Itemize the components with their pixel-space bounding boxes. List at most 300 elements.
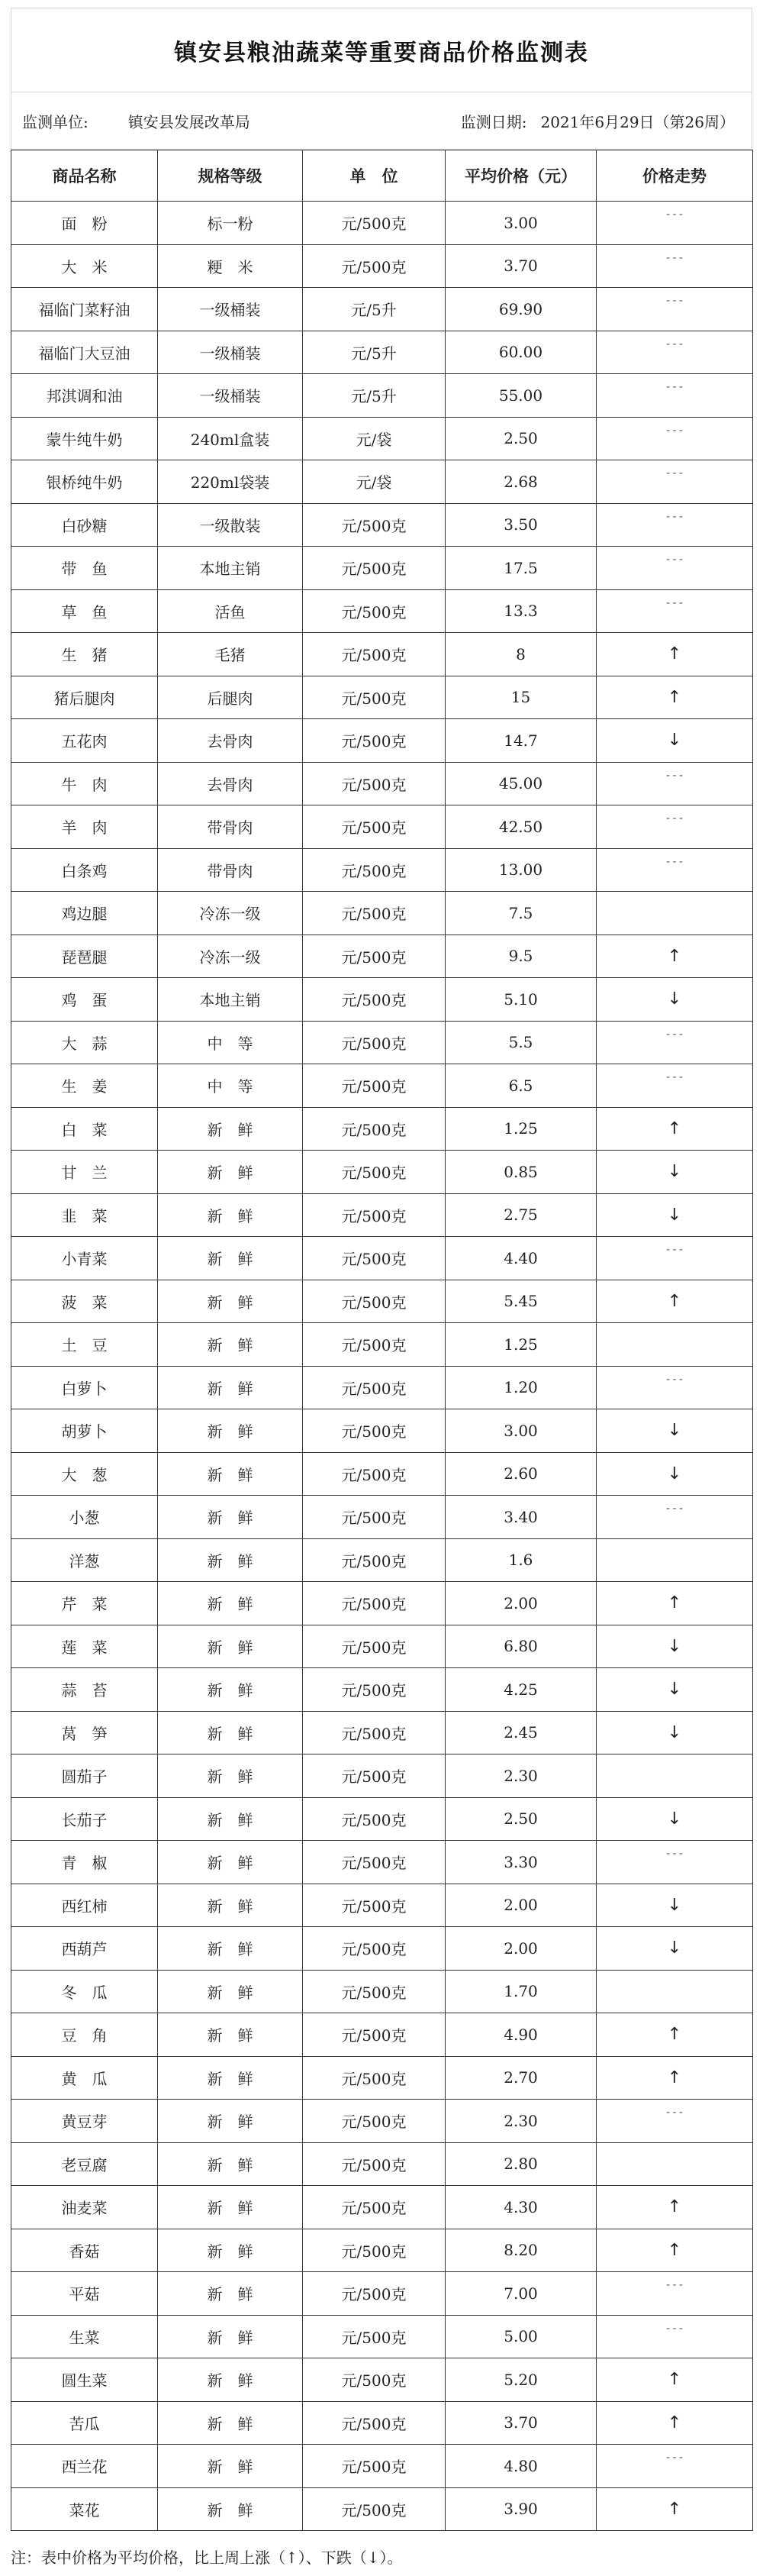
arrow-down-icon: ↓ <box>667 1205 682 1225</box>
spec-cell: 新 鲜 <box>158 1280 303 1323</box>
arrow-up-icon: ↑ <box>667 2413 682 2432</box>
flat-dash-icon: --- <box>665 1071 684 1083</box>
product-name-cell: 甘 兰 <box>11 1151 158 1194</box>
arrow-up-icon: ↑ <box>667 1119 682 1138</box>
product-name-cell: 蒙牛纯牛奶 <box>11 417 158 460</box>
price-cell: 3.70 <box>446 2401 597 2445</box>
table-row <box>11 202 753 245</box>
table-row <box>11 1797 753 1841</box>
trend-cell <box>597 1237 753 1280</box>
table-row <box>11 1021 753 1064</box>
spec-cell: 新 鲜 <box>158 1151 303 1194</box>
flat-dash-icon: --- <box>665 1028 684 1041</box>
unit-cell: 元/500克 <box>303 1668 446 1712</box>
trend-cell <box>597 848 753 892</box>
product-name-cell: 面 粉 <box>11 202 158 245</box>
table-row <box>11 1193 753 1237</box>
flat-dash-icon: --- <box>665 1503 684 1515</box>
unit-cell: 元/500克 <box>303 848 446 892</box>
spec-cell: 新 鲜 <box>158 2358 303 2402</box>
table-body <box>11 202 753 2531</box>
price-cell: 5.45 <box>446 1280 597 1323</box>
table-row <box>11 762 753 805</box>
table-row <box>11 676 753 719</box>
product-name-cell: 黄豆芽 <box>11 2100 158 2143</box>
arrow-down-icon: ↓ <box>667 1680 682 1700</box>
trend-cell <box>597 633 753 676</box>
trend-cell <box>597 892 753 935</box>
spec-cell: 新 鲜 <box>158 1625 303 1668</box>
trend-cell <box>597 1151 753 1194</box>
price-cell: 1.25 <box>446 1323 597 1367</box>
unit-cell: 元/500克 <box>303 762 446 805</box>
flat-dash-icon: --- <box>665 251 684 264</box>
unit-cell: 元/500克 <box>303 2142 446 2186</box>
table-row <box>11 331 753 374</box>
price-cell: 2.30 <box>446 1754 597 1798</box>
product-name-cell: 土 豆 <box>11 1323 158 1367</box>
unit-cell: 元/500克 <box>303 2401 446 2445</box>
spec-cell: 新 鲜 <box>158 1366 303 1409</box>
price-cell: 42.50 <box>446 805 597 849</box>
spec-cell: 新 鲜 <box>158 1107 303 1151</box>
trend-cell <box>597 1323 753 1367</box>
spec-cell: 本地主销 <box>158 978 303 1022</box>
product-name-cell: 福临门大豆油 <box>11 331 158 374</box>
spec-cell: 新 鲜 <box>158 1193 303 1237</box>
price-cell: 2.50 <box>446 1797 597 1841</box>
spec-cell: 带骨肉 <box>158 805 303 849</box>
product-name-cell: 蒜 苔 <box>11 1668 158 1712</box>
unit-cell: 元/500克 <box>303 2358 446 2402</box>
flat-dash-icon: --- <box>665 812 684 825</box>
price-cell: 4.30 <box>446 2186 597 2229</box>
product-name-cell: 西葫芦 <box>11 1927 158 1971</box>
unit-cell: 元/500克 <box>303 2100 446 2143</box>
unit-cell: 元/500克 <box>303 202 446 245</box>
product-name-cell: 白 菜 <box>11 1107 158 1151</box>
product-name-cell: 豆 角 <box>11 2013 158 2057</box>
trend-cell <box>597 1366 753 1409</box>
flat-dash-icon: --- <box>665 337 684 350</box>
product-name-cell: 白砂糖 <box>11 503 158 547</box>
unit-cell: 元/500克 <box>303 805 446 849</box>
unit-cell: 元/500克 <box>303 935 446 978</box>
table-row <box>11 244 753 288</box>
price-cell: 45.00 <box>446 762 597 805</box>
table-row <box>11 2056 753 2100</box>
price-cell: 2.68 <box>446 460 597 504</box>
table-row <box>11 1582 753 1625</box>
trend-cell <box>597 935 753 978</box>
spec-cell: 新 鲜 <box>158 1237 303 1280</box>
flat-dash-icon: --- <box>665 467 684 479</box>
unit-cell: 元/500克 <box>303 1151 446 1194</box>
arrow-down-icon: ↓ <box>667 1464 682 1483</box>
spec-cell: 带骨肉 <box>158 848 303 892</box>
product-name-cell: 五花肉 <box>11 719 158 763</box>
table-row <box>11 2013 753 2057</box>
product-name-cell: 大 蒜 <box>11 1021 158 1064</box>
price-cell: 5.5 <box>446 1021 597 1064</box>
price-cell: 8 <box>446 633 597 676</box>
spec-cell: 一级桶装 <box>158 331 303 374</box>
table-row <box>11 2315 753 2358</box>
spec-cell: 新 鲜 <box>158 1884 303 1927</box>
spec-cell: 中 等 <box>158 1021 303 1064</box>
trend-cell <box>597 1970 753 2013</box>
flat-dash-icon: --- <box>665 1244 684 1256</box>
table-row <box>11 1409 753 1453</box>
trend-cell <box>597 1021 753 1064</box>
arrow-down-icon: ↓ <box>667 1895 682 1915</box>
product-name-cell: 白萝卜 <box>11 1366 158 1409</box>
price-cell: 2.45 <box>446 1711 597 1754</box>
table-row <box>11 935 753 978</box>
price-cell: 3.50 <box>446 503 597 547</box>
trend-cell <box>597 2142 753 2186</box>
trend-cell <box>597 2056 753 2100</box>
monitor-unit-label: 监测单位: <box>22 112 89 131</box>
spec-cell: 冷冻一级 <box>158 892 303 935</box>
arrow-down-icon: ↓ <box>667 1421 682 1441</box>
product-name-cell: 香菇 <box>11 2229 158 2272</box>
trend-cell <box>597 1625 753 1668</box>
price-cell: 5.00 <box>446 2315 597 2358</box>
table-row <box>11 2229 753 2272</box>
price-cell: 0.85 <box>446 1151 597 1194</box>
spec-cell: 活鱼 <box>158 589 303 633</box>
product-name-cell: 小葱 <box>11 1496 158 1539</box>
trend-cell <box>597 589 753 633</box>
trend-cell <box>597 1668 753 1712</box>
spec-cell: 新 鲜 <box>158 1970 303 2013</box>
flat-dash-icon: --- <box>665 1373 684 1386</box>
table-row <box>11 1366 753 1409</box>
spec-cell: 冷冻一级 <box>158 935 303 978</box>
trend-cell <box>597 2229 753 2272</box>
arrow-up-icon: ↑ <box>667 1291 682 1311</box>
price-cell: 4.80 <box>446 2445 597 2488</box>
monitor-date-label: 监测日期: <box>460 112 527 131</box>
table-row <box>11 374 753 418</box>
flat-dash-icon: --- <box>665 2452 684 2464</box>
price-cell: 4.40 <box>446 1237 597 1280</box>
unit-cell: 元/500克 <box>303 633 446 676</box>
product-name-cell: 圆茄子 <box>11 1754 158 1798</box>
product-name-cell: 菠 菜 <box>11 1280 158 1323</box>
table-row <box>11 1452 753 1496</box>
product-name-cell: 鸡边腿 <box>11 892 158 935</box>
price-cell: 5.20 <box>446 2358 597 2402</box>
unit-cell: 元/500克 <box>303 1452 446 1496</box>
price-cell: 8.20 <box>446 2229 597 2272</box>
trend-cell <box>597 762 753 805</box>
price-cell: 15 <box>446 676 597 719</box>
unit-cell: 元/500克 <box>303 1021 446 1064</box>
product-name-cell: 生 姜 <box>11 1064 158 1108</box>
arrow-down-icon: ↓ <box>667 989 682 1009</box>
table-row <box>11 1064 753 1108</box>
product-name-cell: 韭 菜 <box>11 1193 158 1237</box>
flat-dash-icon: --- <box>665 295 684 307</box>
arrow-up-icon: ↑ <box>667 2068 682 2087</box>
price-cell: 2.30 <box>446 2100 597 2143</box>
product-name-cell: 生 猪 <box>11 633 158 676</box>
trend-cell <box>597 1927 753 1971</box>
price-cell: 6.5 <box>446 1064 597 1108</box>
price-cell: 55.00 <box>446 374 597 418</box>
unit-cell: 元/袋 <box>303 417 446 460</box>
header-price: 平均价格（元） <box>446 150 597 202</box>
table-row <box>11 805 753 849</box>
spec-cell: 新 鲜 <box>158 2315 303 2358</box>
flat-dash-icon: --- <box>665 510 684 523</box>
trend-cell <box>597 2272 753 2316</box>
product-name-cell: 青 椒 <box>11 1841 158 1884</box>
product-name-cell: 油麦菜 <box>11 2186 158 2229</box>
price-cell: 5.10 <box>446 978 597 1022</box>
spec-cell: 一级桶装 <box>158 374 303 418</box>
monitor-unit-value: 镇安县发展改革局 <box>127 112 250 131</box>
unit-cell: 元/500克 <box>303 1107 446 1151</box>
unit-cell: 元/500克 <box>303 1797 446 1841</box>
trend-cell <box>597 2487 753 2531</box>
unit-cell: 元/500克 <box>303 1280 446 1323</box>
table-row <box>11 633 753 676</box>
product-name-cell: 银桥纯牛奶 <box>11 460 158 504</box>
arrow-up-icon: ↑ <box>667 2197 682 2217</box>
trend-cell <box>597 1064 753 1108</box>
trend-cell <box>597 1711 753 1754</box>
flat-dash-icon: --- <box>665 769 684 782</box>
unit-cell: 元/500克 <box>303 2445 446 2488</box>
trend-cell <box>597 417 753 460</box>
unit-cell: 元/500克 <box>303 892 446 935</box>
table-row <box>11 1754 753 1798</box>
unit-cell: 元/500克 <box>303 2315 446 2358</box>
product-name-cell: 西兰花 <box>11 2445 158 2488</box>
price-cell: 3.00 <box>446 202 597 245</box>
table-row <box>11 1841 753 1884</box>
table-row <box>11 719 753 763</box>
trend-cell <box>597 331 753 374</box>
unit-cell: 元/5升 <box>303 374 446 418</box>
price-cell: 13.00 <box>446 848 597 892</box>
price-cell: 13.3 <box>446 589 597 633</box>
price-cell: 1.25 <box>446 1107 597 1151</box>
trend-cell <box>597 374 753 418</box>
arrow-down-icon: ↓ <box>667 1809 682 1829</box>
unit-cell: 元/500克 <box>303 1538 446 1582</box>
table-row <box>11 1237 753 1280</box>
product-name-cell: 菜花 <box>11 2487 158 2531</box>
header-name: 商品名称 <box>11 150 158 202</box>
price-cell: 2.00 <box>446 1884 597 1927</box>
unit-cell: 元/500克 <box>303 2056 446 2100</box>
spec-cell: 新 鲜 <box>158 1538 303 1582</box>
monitor-date-value: 2021年6月29日（第26周） <box>540 112 735 131</box>
unit-cell: 元/500克 <box>303 1927 446 1971</box>
price-cell: 2.60 <box>446 1452 597 1496</box>
trend-cell <box>597 1841 753 1884</box>
trend-cell <box>597 719 753 763</box>
spec-cell: 新 鲜 <box>158 1797 303 1841</box>
arrow-up-icon: ↑ <box>667 644 682 664</box>
trend-cell <box>597 978 753 1022</box>
page-title: 镇安县粮油蔬菜等重要商品价格监测表 <box>11 8 752 92</box>
spec-cell: 粳 米 <box>158 244 303 288</box>
price-cell: 1.6 <box>446 1538 597 1582</box>
product-name-cell: 草 鱼 <box>11 589 158 633</box>
spec-cell: 去骨肉 <box>158 762 303 805</box>
price-cell: 3.30 <box>446 1841 597 1884</box>
price-cell: 4.90 <box>446 2013 597 2057</box>
spec-cell: 新 鲜 <box>158 2487 303 2531</box>
unit-cell: 元/500克 <box>303 2487 446 2531</box>
table-row <box>11 547 753 590</box>
product-name-cell: 平菇 <box>11 2272 158 2316</box>
unit-cell: 元/500克 <box>303 719 446 763</box>
product-name-cell: 大 米 <box>11 244 158 288</box>
spec-cell: 新 鲜 <box>158 2100 303 2143</box>
table-row <box>11 1538 753 1582</box>
trend-cell <box>597 2401 753 2445</box>
unit-cell: 元/500克 <box>303 1754 446 1798</box>
arrow-down-icon: ↓ <box>667 1722 682 1742</box>
spec-cell: 一级散装 <box>158 503 303 547</box>
spec-cell: 新 鲜 <box>158 1711 303 1754</box>
unit-cell: 元/500克 <box>303 1582 446 1625</box>
footnote: 注：表中价格为平均价格，比上周上涨（↑）、下跌（↓）。 <box>11 2549 403 2567</box>
product-name-cell: 莲 菜 <box>11 1625 158 1668</box>
unit-cell: 元/500克 <box>303 2186 446 2229</box>
price-cell: 3.40 <box>446 1496 597 1539</box>
spec-cell: 新 鲜 <box>158 1841 303 1884</box>
spec-cell: 新 鲜 <box>158 1668 303 1712</box>
table-row <box>11 503 753 547</box>
trend-cell <box>597 1280 753 1323</box>
product-name-cell: 冬 瓜 <box>11 1970 158 2013</box>
table-row <box>11 417 753 460</box>
spec-cell: 新 鲜 <box>158 2401 303 2445</box>
table-row <box>11 2142 753 2186</box>
unit-cell: 元/500克 <box>303 589 446 633</box>
flat-dash-icon: --- <box>665 208 684 221</box>
flat-dash-icon: --- <box>665 2322 684 2335</box>
unit-cell: 元/500克 <box>303 1409 446 1453</box>
unit-cell: 元/500克 <box>303 2013 446 2057</box>
product-name-cell: 胡萝卜 <box>11 1409 158 1453</box>
table-row <box>11 2272 753 2316</box>
unit-cell: 元/500克 <box>303 1237 446 1280</box>
trend-cell <box>597 460 753 504</box>
spec-cell: 240ml盒装 <box>158 417 303 460</box>
spec-cell: 中 等 <box>158 1064 303 1108</box>
price-cell: 2.70 <box>446 2056 597 2100</box>
product-name-cell: 猪后腿肉 <box>11 676 158 719</box>
product-name-cell: 老豆腐 <box>11 2142 158 2186</box>
product-name-cell: 白条鸡 <box>11 848 158 892</box>
spec-cell: 去骨肉 <box>158 719 303 763</box>
flat-dash-icon: --- <box>665 381 684 393</box>
unit-cell: 元/袋 <box>303 460 446 504</box>
product-name-cell: 莴 笋 <box>11 1711 158 1754</box>
arrow-up-icon: ↑ <box>667 687 682 707</box>
flat-dash-icon: --- <box>665 554 684 566</box>
trend-cell <box>597 1754 753 1798</box>
monitor-info-bar <box>11 92 752 150</box>
spec-cell: 新 鲜 <box>158 2272 303 2316</box>
unit-cell: 元/500克 <box>303 2229 446 2272</box>
trend-cell <box>597 288 753 331</box>
table-row <box>11 2487 753 2531</box>
trend-cell <box>597 1107 753 1151</box>
spec-cell: 新 鲜 <box>158 1496 303 1539</box>
table-row <box>11 1625 753 1668</box>
table-row <box>11 2401 753 2445</box>
price-cell: 2.80 <box>446 2142 597 2186</box>
spec-cell: 标一粉 <box>158 202 303 245</box>
spec-cell: 新 鲜 <box>158 1323 303 1367</box>
header-trend: 价格走势 <box>597 150 753 202</box>
spec-cell: 本地主销 <box>158 547 303 590</box>
spec-cell: 后腿肉 <box>158 676 303 719</box>
table-row <box>11 1711 753 1754</box>
unit-cell: 元/500克 <box>303 547 446 590</box>
product-name-cell: 圆生菜 <box>11 2358 158 2402</box>
trend-cell <box>597 676 753 719</box>
product-name-cell: 芹 菜 <box>11 1582 158 1625</box>
product-name-cell: 羊 肉 <box>11 805 158 849</box>
table-row <box>11 288 753 331</box>
spec-cell: 新 鲜 <box>158 1452 303 1496</box>
price-cell: 6.80 <box>446 1625 597 1668</box>
product-name-cell: 黄 瓜 <box>11 2056 158 2100</box>
trend-cell <box>597 2186 753 2229</box>
arrow-up-icon: ↑ <box>667 1593 682 1613</box>
table-row <box>11 1280 753 1323</box>
spec-cell: 新 鲜 <box>158 1409 303 1453</box>
unit-cell: 元/500克 <box>303 676 446 719</box>
table-header-row <box>11 150 753 202</box>
unit-cell: 元/500克 <box>303 978 446 1022</box>
table-row <box>11 1496 753 1539</box>
product-name-cell: 邦淇调和油 <box>11 374 158 418</box>
arrow-up-icon: ↑ <box>667 946 682 966</box>
unit-cell: 元/500克 <box>303 1366 446 1409</box>
table-row <box>11 1927 753 1971</box>
product-name-cell: 鸡 蛋 <box>11 978 158 1022</box>
header-spec: 规格等级 <box>158 150 303 202</box>
unit-cell: 元/500克 <box>303 1625 446 1668</box>
table-row <box>11 460 753 504</box>
spec-cell: 新 鲜 <box>158 2186 303 2229</box>
arrow-up-icon: ↑ <box>667 2499 682 2519</box>
product-name-cell: 小青菜 <box>11 1237 158 1280</box>
unit-cell: 元/500克 <box>303 2272 446 2316</box>
table-row <box>11 2186 753 2229</box>
table-row <box>11 1884 753 1927</box>
trend-cell <box>597 1538 753 1582</box>
arrow-up-icon: ↑ <box>667 2370 682 2390</box>
unit-cell: 元/500克 <box>303 1323 446 1367</box>
unit-cell: 元/500克 <box>303 1970 446 2013</box>
trend-cell <box>597 1193 753 1237</box>
price-cell: 9.5 <box>446 935 597 978</box>
unit-cell: 元/500克 <box>303 1193 446 1237</box>
spec-cell: 毛猪 <box>158 633 303 676</box>
